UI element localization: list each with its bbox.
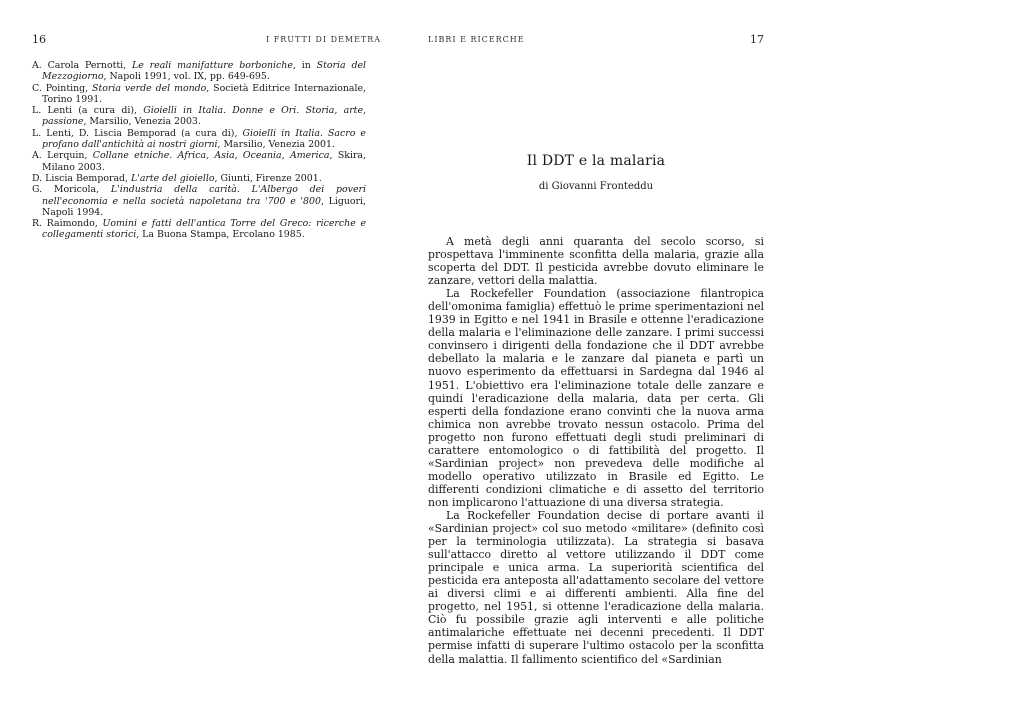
bibliography-text: , Napoli 1991, vol. IX, pp. 649-695. (103, 71, 270, 83)
running-head: LIBRI E RICERCHE (428, 35, 525, 44)
bibliography-title: L'industria della carità. L'Albergo dei poveri nell'economia e nella società napoletana tra '700 e '800 (42, 184, 367, 207)
bibliography-text: , Skira, Milano 2003. (42, 150, 366, 173)
bibliography-title: Uomini e fatti dell'antica Torre del Greco: ricerche e collegamenti storici (42, 218, 366, 241)
bibliography-title: Gioielli in Italia. Sacro e profano dall'antichità ai nostri giorni (42, 127, 366, 151)
running-head: I FRUTTI DI DEMETRA (266, 35, 382, 44)
bibliography-text: A. Lerquin, (32, 150, 93, 162)
article-paragraph: La Rockefeller Foundation decise di portare avanti il «Sardinian project» col suo metodo «militare» (definito così per la terminologia utilizzata). La strategia si basava sull'attacco diretto al vettore utilizzando il DDT come principale e unica arma. La superiorità scientifica del pesticida era anteposta all'adattamento secolare del vettore ai diversi climi e ai differenti ambienti. Alla fine del progetto, nel 1951, si ottenne l'eradicazione della malaria. Ciò fu possibile grazie agli interventi e alle politiche antimalariche effettuate nei decenni precedenti. Il DDT permise infatti di superare l'ultimo ostacolo per la sconfitta della malattia. Il fallimento scientifico del «Sardinian (428, 508, 764, 666)
bibliography-text: , Marsilio, Venezia 2001. (217, 139, 335, 151)
bibliography-text: A. Carola Pernotti, (32, 60, 132, 71)
bibliography-title: Le reali manifatture borboniche (132, 60, 293, 71)
bibliography-title: Storia del Mezzogiorno (42, 60, 367, 83)
bibliography-text: , Giunti, Firenze 2001. (214, 172, 322, 184)
bibliography-text: C. Pointing, (32, 82, 93, 94)
article-paragraph: A metà degli anni quaranta del secolo scorso, si prospettava l'imminente sconfitta della malaria, grazie alla scoperta del DDT. Il pesticida avrebbe dovuto eliminare le zanzare, vettori della malattia. (428, 235, 764, 288)
bibliography-text: , Marsilio, Venezia 2003. (83, 116, 201, 128)
bibliography-text: L. Lenti, D. Liscia Bemporad (a cura di), (32, 127, 243, 139)
page-number: 16 (32, 33, 46, 46)
article-title: Il DDT e la malaria (526, 153, 666, 169)
page-number: 17 (750, 33, 764, 46)
bibliography-title: Storia verde del mondo (92, 82, 207, 94)
article-author: di Giovanni Fronteddu (538, 181, 654, 192)
bibliography-title: L'arte del gioiello (131, 172, 215, 184)
bibliography-text: L. Lenti (a cura di), (32, 105, 144, 117)
bibliography-text: R. Raimondo, (32, 218, 103, 230)
bibliography-text: , Società Editrice Internazionale, Torino 1991. (42, 82, 367, 105)
article-paragraph: La Rockefeller Foundation (associazione filantropica dell'omonima famiglia) effettuò le prime sperimentazioni nel 1939 in Egitto e nel 1941 in Brasile e ottenne l'eradicazione della malaria e l'eliminazione delle zanzare. I primi successi convinsero i dirigenti della fondazione che il DDT avrebbe debellato la malaria e le zanzare dal pianeta e partì un nuovo esperimento da effettuarsi in Sardegna dal 1946 al 1951. L'obiettivo era l'eliminazione totale delle zanzare e quindi l'eradicazione della malaria, data per certa. Gli esperti della fondazione erano convinti che la nuova arma chimica non avrebbe trovato nessun ostacolo. Prima del progetto non furono effettuati degli studi preliminari di carattere entomologico o di fattibilità del progetto. Il «Sardinian project» non prevedeva delle modifiche al modello operativo utilizzato in Brasile ed Egitto. Le differenti condizioni climatiche e di assetto del territorio non implicarono l'attuazione di una diversa strategia. (428, 287, 764, 509)
bibliography-text: D. Liscia Bemporad, (32, 172, 132, 184)
bibliography-title: Collane etniche. Africa, Asia, Oceania, America (92, 150, 330, 162)
bibliography-text: , Liguori, Napoli 1994. (42, 195, 366, 218)
article-body (428, 235, 764, 666)
bibliography-text: G. Moricola, (32, 184, 111, 196)
bibliography-text: , La Buona Stampa, Ercolano 1985. (136, 229, 305, 241)
bibliography-title: Gioielli in Italia. Donne e Ori. Storia, arte, passione (42, 105, 366, 128)
bibliography-text: , in (292, 60, 317, 71)
